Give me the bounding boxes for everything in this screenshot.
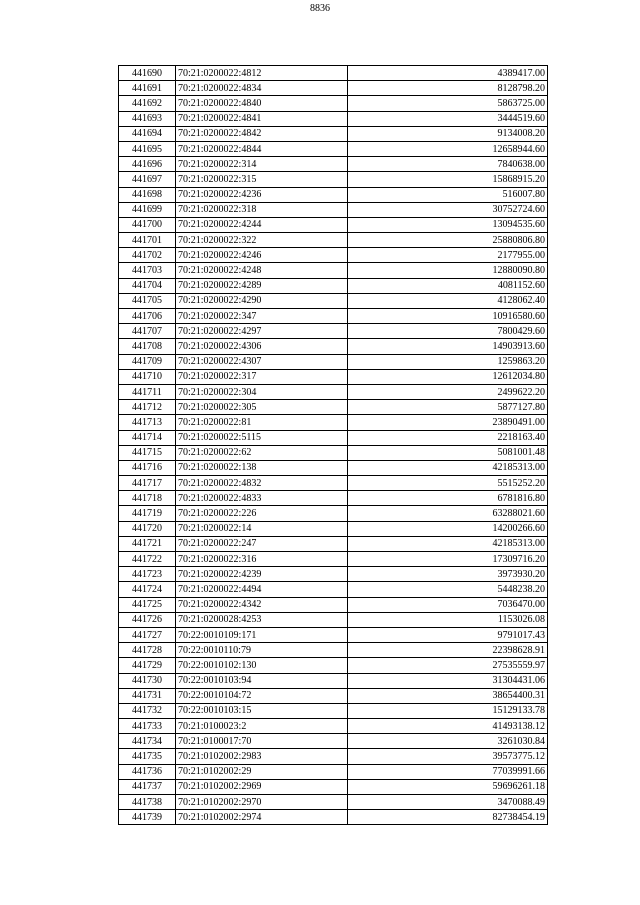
cadastral-value-cell: 41493138.12 <box>348 719 548 734</box>
cadastral-number-cell: 70:21:0100017:70 <box>176 734 348 749</box>
cadastral-number-cell: 70:21:0200022:5115 <box>176 430 348 445</box>
row-number-cell: 441695 <box>119 141 176 156</box>
cadastral-number-cell: 70:21:0100023:2 <box>176 719 348 734</box>
cadastral-value-cell: 15868915.20 <box>348 172 548 187</box>
cadastral-value-cell: 23890491.00 <box>348 415 548 430</box>
cadastral-number-cell: 70:21:0200022:4297 <box>176 324 348 339</box>
row-number-cell: 441728 <box>119 643 176 658</box>
table-row <box>119 795 548 810</box>
cadastral-number-cell: 70:21:0200022:347 <box>176 309 348 324</box>
cadastral-value-cell: 8128798.20 <box>348 81 548 96</box>
table-row <box>119 491 548 506</box>
row-number-cell: 441732 <box>119 703 176 718</box>
cadastral-value-cell: 12612034.80 <box>348 369 548 384</box>
cadastral-number-cell: 70:21:0200022:4812 <box>176 66 348 81</box>
cadastral-number-cell: 70:22:0010102:130 <box>176 658 348 673</box>
row-number-cell: 441692 <box>119 96 176 111</box>
cadastral-value-cell: 1153026.08 <box>348 612 548 627</box>
cadastral-number-cell: 70:21:0200022:305 <box>176 400 348 415</box>
row-number-cell: 441724 <box>119 582 176 597</box>
row-number-cell: 441727 <box>119 627 176 642</box>
row-number-cell: 441721 <box>119 536 176 551</box>
row-number-cell: 441693 <box>119 111 176 126</box>
cadastral-value-cell: 12880090.80 <box>348 263 548 278</box>
row-number-cell: 441702 <box>119 248 176 263</box>
cadastral-number-cell: 70:21:0200022:4289 <box>176 278 348 293</box>
cadastral-value-cell: 7036470.00 <box>348 597 548 612</box>
row-number-cell: 441716 <box>119 460 176 475</box>
cadastral-number-cell: 70:21:0102002:29 <box>176 764 348 779</box>
row-number-cell: 441723 <box>119 567 176 582</box>
table-row <box>119 627 548 642</box>
table-row <box>119 354 548 369</box>
table-row <box>119 126 548 141</box>
row-number-cell: 441714 <box>119 430 176 445</box>
cadastral-value-cell: 2218163.40 <box>348 430 548 445</box>
row-number-cell: 441730 <box>119 673 176 688</box>
row-number-cell: 441734 <box>119 734 176 749</box>
page-number: 8836 <box>310 3 330 14</box>
row-number-cell: 441720 <box>119 521 176 536</box>
cadastral-value-cell: 39573775.12 <box>348 749 548 764</box>
table-row <box>119 187 548 202</box>
table-row <box>119 293 548 308</box>
row-number-cell: 441704 <box>119 278 176 293</box>
cadastral-number-cell: 70:21:0200022:4342 <box>176 597 348 612</box>
cadastral-number-cell: 70:21:0200022:4834 <box>176 81 348 96</box>
row-number-cell: 441718 <box>119 491 176 506</box>
cadastral-value-cell: 4081152.60 <box>348 278 548 293</box>
cadastral-value-cell: 2499622.20 <box>348 384 548 399</box>
cadastral-number-cell: 70:21:0200022:4832 <box>176 476 348 491</box>
cadastral-number-cell: 70:21:0200022:316 <box>176 552 348 567</box>
table-row <box>119 810 548 825</box>
cadastral-number-cell: 70:22:0010109:171 <box>176 627 348 642</box>
row-number-cell: 441710 <box>119 369 176 384</box>
cadastral-value-cell: 5448238.20 <box>348 582 548 597</box>
cadastral-value-cell: 3470088.49 <box>348 795 548 810</box>
table-row <box>119 309 548 324</box>
row-number-cell: 441726 <box>119 612 176 627</box>
row-number-cell: 441691 <box>119 81 176 96</box>
cadastral-number-cell: 70:21:0200022:4290 <box>176 293 348 308</box>
cadastral-value-cell: 1259863.20 <box>348 354 548 369</box>
cadastral-value-cell: 38654400.31 <box>348 688 548 703</box>
cadastral-value-cell: 4389417.00 <box>348 66 548 81</box>
row-number-cell: 441737 <box>119 779 176 794</box>
cadastral-number-cell: 70:22:0010103:94 <box>176 673 348 688</box>
cadastral-value-cell: 3973930.20 <box>348 567 548 582</box>
cadastral-number-cell: 70:21:0200022:322 <box>176 233 348 248</box>
cadastral-value-cell: 13094535.60 <box>348 217 548 232</box>
table-row <box>119 567 548 582</box>
table-row <box>119 521 548 536</box>
table-row <box>119 81 548 96</box>
table-row <box>119 384 548 399</box>
row-number-cell: 441709 <box>119 354 176 369</box>
table-row <box>119 779 548 794</box>
cadastral-value-cell: 59696261.18 <box>348 779 548 794</box>
cadastral-value-cell: 14903913.60 <box>348 339 548 354</box>
cadastral-number-cell: 70:21:0200022:304 <box>176 384 348 399</box>
cadastral-number-cell: 70:21:0200028:4253 <box>176 612 348 627</box>
row-number-cell: 441696 <box>119 157 176 172</box>
table-row <box>119 430 548 445</box>
row-number-cell: 441719 <box>119 506 176 521</box>
row-number-cell: 441715 <box>119 445 176 460</box>
table-row <box>119 506 548 521</box>
cadastral-number-cell: 70:21:0200022:4307 <box>176 354 348 369</box>
cadastral-value-table <box>118 65 548 825</box>
cadastral-number-cell: 70:21:0102002:2970 <box>176 795 348 810</box>
row-number-cell: 441735 <box>119 749 176 764</box>
table-row <box>119 263 548 278</box>
cadastral-number-cell: 70:21:0200022:4842 <box>176 126 348 141</box>
cadastral-value-cell: 6781816.80 <box>348 491 548 506</box>
row-number-cell: 441731 <box>119 688 176 703</box>
cadastral-number-cell: 70:21:0200022:314 <box>176 157 348 172</box>
cadastral-number-cell: 70:21:0200022:4236 <box>176 187 348 202</box>
cadastral-value-cell: 42185313.00 <box>348 536 548 551</box>
table-row <box>119 749 548 764</box>
cadastral-number-cell: 70:21:0200022:4239 <box>176 567 348 582</box>
row-number-cell: 441705 <box>119 293 176 308</box>
table-row <box>119 66 548 81</box>
row-number-cell: 441736 <box>119 764 176 779</box>
row-number-cell: 441722 <box>119 552 176 567</box>
table-row <box>119 688 548 703</box>
row-number-cell: 441699 <box>119 202 176 217</box>
table-row <box>119 673 548 688</box>
cadastral-number-cell: 70:21:0102002:2983 <box>176 749 348 764</box>
row-number-cell: 441703 <box>119 263 176 278</box>
cadastral-number-cell: 70:21:0200022:4306 <box>176 339 348 354</box>
table-row <box>119 703 548 718</box>
table-row <box>119 612 548 627</box>
cadastral-value-cell: 9134008.20 <box>348 126 548 141</box>
cadastral-value-cell: 31304431.06 <box>348 673 548 688</box>
cadastral-value-cell: 25880806.80 <box>348 233 548 248</box>
cadastral-value-cell: 22398628.91 <box>348 643 548 658</box>
table-row <box>119 202 548 217</box>
cadastral-number-cell: 70:21:0102002:2974 <box>176 810 348 825</box>
table-row <box>119 460 548 475</box>
row-number-cell: 441738 <box>119 795 176 810</box>
table-row <box>119 400 548 415</box>
table-row <box>119 339 548 354</box>
cadastral-value-cell: 7840638.00 <box>348 157 548 172</box>
table-row <box>119 248 548 263</box>
row-number-cell: 441701 <box>119 233 176 248</box>
cadastral-value-cell: 63288021.60 <box>348 506 548 521</box>
table-row <box>119 643 548 658</box>
cadastral-value-cell: 3261030.84 <box>348 734 548 749</box>
cadastral-value-cell: 15129133.78 <box>348 703 548 718</box>
cadastral-number-cell: 70:21:0200022:317 <box>176 369 348 384</box>
cadastral-number-cell: 70:21:0200022:315 <box>176 172 348 187</box>
cadastral-value-cell: 4128062.40 <box>348 293 548 308</box>
cadastral-number-cell: 70:21:0200022:4833 <box>176 491 348 506</box>
table-row <box>119 141 548 156</box>
table-row <box>119 658 548 673</box>
row-number-cell: 441712 <box>119 400 176 415</box>
row-number-cell: 441707 <box>119 324 176 339</box>
row-number-cell: 441725 <box>119 597 176 612</box>
cadastral-value-cell: 27535559.97 <box>348 658 548 673</box>
table-row <box>119 719 548 734</box>
cadastral-number-cell: 70:21:0200022:14 <box>176 521 348 536</box>
table-row <box>119 217 548 232</box>
table-row <box>119 278 548 293</box>
cadastral-number-cell: 70:22:0010103:15 <box>176 703 348 718</box>
table-row <box>119 476 548 491</box>
table-row <box>119 552 548 567</box>
row-number-cell: 441729 <box>119 658 176 673</box>
cadastral-number-cell: 70:21:0200022:4244 <box>176 217 348 232</box>
cadastral-number-cell: 70:21:0200022:318 <box>176 202 348 217</box>
cadastral-value-cell: 7800429.60 <box>348 324 548 339</box>
cadastral-number-cell: 70:21:0200022:4246 <box>176 248 348 263</box>
cadastral-number-cell: 70:21:0200022:247 <box>176 536 348 551</box>
cadastral-value-cell: 12658944.60 <box>348 141 548 156</box>
cadastral-value-cell: 17309716.20 <box>348 552 548 567</box>
row-number-cell: 441706 <box>119 309 176 324</box>
table-row <box>119 445 548 460</box>
table-row <box>119 157 548 172</box>
cadastral-value-cell: 516007.80 <box>348 187 548 202</box>
cadastral-number-cell: 70:22:0010104:72 <box>176 688 348 703</box>
table-row <box>119 96 548 111</box>
table-row <box>119 369 548 384</box>
row-number-cell: 441694 <box>119 126 176 141</box>
cadastral-number-cell: 70:21:0200022:226 <box>176 506 348 521</box>
table-row <box>119 764 548 779</box>
table-row <box>119 324 548 339</box>
cadastral-value-cell: 42185313.00 <box>348 460 548 475</box>
cadastral-value-cell: 3444519.60 <box>348 111 548 126</box>
cadastral-value-cell: 9791017.43 <box>348 627 548 642</box>
table-body <box>119 66 548 825</box>
table-row <box>119 734 548 749</box>
table-row <box>119 172 548 187</box>
cadastral-number-cell: 70:21:0102002:2969 <box>176 779 348 794</box>
table-row <box>119 415 548 430</box>
cadastral-number-cell: 70:21:0200022:4840 <box>176 96 348 111</box>
table-row <box>119 582 548 597</box>
row-number-cell: 441698 <box>119 187 176 202</box>
cadastral-value-cell: 2177955.00 <box>348 248 548 263</box>
cadastral-value-cell: 10916580.60 <box>348 309 548 324</box>
cadastral-value-cell: 5081001.48 <box>348 445 548 460</box>
cadastral-value-cell: 30752724.60 <box>348 202 548 217</box>
row-number-cell: 441697 <box>119 172 176 187</box>
table-row <box>119 597 548 612</box>
cadastral-value-cell: 77039991.66 <box>348 764 548 779</box>
row-number-cell: 441713 <box>119 415 176 430</box>
cadastral-number-cell: 70:21:0200022:4841 <box>176 111 348 126</box>
cadastral-number-cell: 70:22:0010110:79 <box>176 643 348 658</box>
cadastral-value-cell: 5515252.20 <box>348 476 548 491</box>
cadastral-number-cell: 70:21:0200022:138 <box>176 460 348 475</box>
row-number-cell: 441690 <box>119 66 176 81</box>
row-number-cell: 441711 <box>119 384 176 399</box>
cadastral-value-cell: 5877127.80 <box>348 400 548 415</box>
cadastral-number-cell: 70:21:0200022:4844 <box>176 141 348 156</box>
table-row <box>119 111 548 126</box>
row-number-cell: 441717 <box>119 476 176 491</box>
cadastral-value-cell: 14200266.60 <box>348 521 548 536</box>
row-number-cell: 441739 <box>119 810 176 825</box>
cadastral-number-cell: 70:21:0200022:4248 <box>176 263 348 278</box>
cadastral-value-cell: 82738454.19 <box>348 810 548 825</box>
table-row <box>119 536 548 551</box>
row-number-cell: 441733 <box>119 719 176 734</box>
table-row <box>119 233 548 248</box>
row-number-cell: 441700 <box>119 217 176 232</box>
cadastral-number-cell: 70:21:0200022:4494 <box>176 582 348 597</box>
cadastral-number-cell: 70:21:0200022:62 <box>176 445 348 460</box>
cadastral-number-cell: 70:21:0200022:81 <box>176 415 348 430</box>
cadastral-value-cell: 5863725.00 <box>348 96 548 111</box>
row-number-cell: 441708 <box>119 339 176 354</box>
